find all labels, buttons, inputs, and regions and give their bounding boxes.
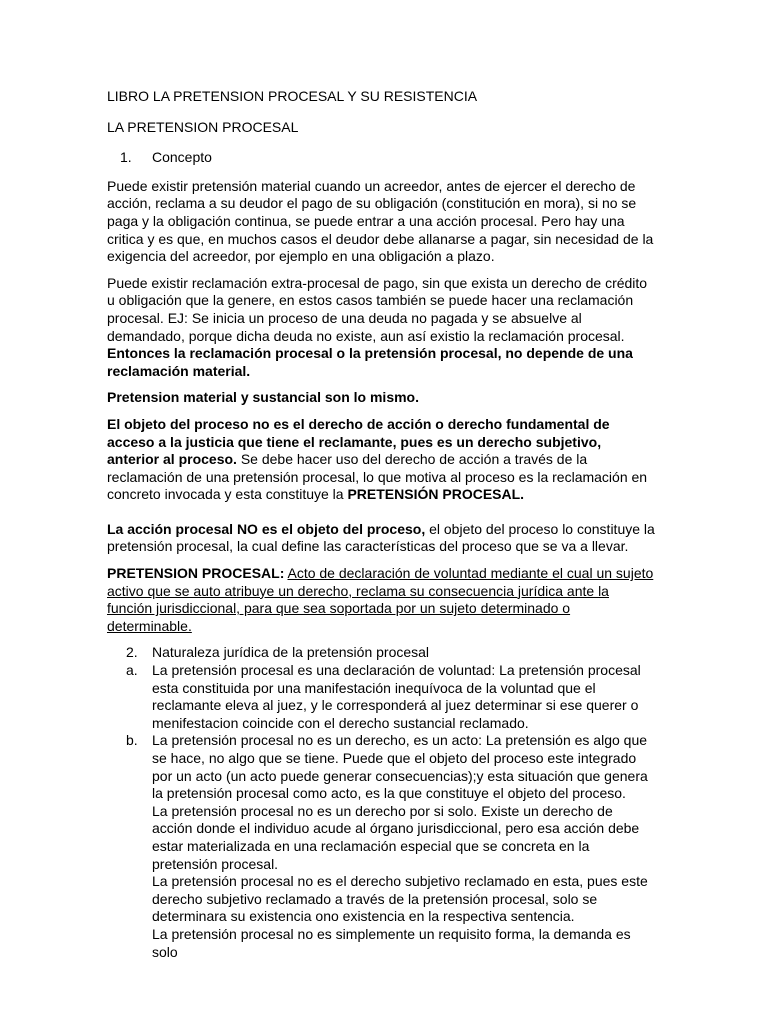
sub-item-b [107,732,655,802]
sub-item-b-continuation-3: La pretensión procesal no es simplemente un requisito forma, la demanda es solo [152,925,631,960]
paragraph-4-bold: El objeto del proceso no es el derecho de acción o derecho fundamental de acceso a la justicia que tiene el reclamante, pues es un derecho subjetivo, anterior al proceso. [107,415,610,468]
paragraph-5-text: el objeto del proceso lo constituye la pretensión procesal, la cual define las características del proceso que se va a llevar. [107,520,655,555]
sub-item-text: La pretensión procesal no es un derecho, es un acto: La pretensión es algo que se hace, no algo que se tiene. Puede que el objeto del proceso este integrado por un acto (un acto puede generar consecuencias);y esta situación que genera la pretensión procesal como acto, es la que constituye el objeto del proceso. [152,732,648,802]
document-body [107,88,655,961]
sub-item-letter: a. [126,662,138,679]
paragraph-5 [107,521,655,556]
list-number: 2. [126,644,138,661]
definition-text: Acto de declaración de voluntad mediante el cual un sujeto activo que se auto atribuye un derecho, reclama su consecuencia jurídica ante la función jurisdiccional, para que sea soportada por un sujeto determinado o determinable. [107,565,654,634]
sub-item-b-continuation-1: La pretensión procesal no es un derecho por si solo. Existe un derecho de acción donde el individuo acude al órgano jurisdiccional, pero esa acción debe estar materializada en una reclamación especial que se concreta en la pretensión procesal. [152,802,640,872]
paragraph-2-bold: Entonces la reclamación procesal o la pretensión procesal, no depende de una reclamación material. [107,345,633,379]
numbered-item-concepto [107,149,655,167]
paragraph-4 [107,416,655,504]
paragraph-1: Puede existir pretensión material cuando un acreedor, antes de ejercer el derecho de acción, reclama a su deudor el pago de su obligación (constitución en mora), si no se paga y la obligación continua, se puede entrar a una acción procesal. Pero hay una critica y es que, en muchos casos el deudor debe allanarse a pagar, sin necesidad de la exigencia del acreedor, por ejemplo en una obligación a plazo. [107,177,654,265]
sub-item-b-continuation-2: La pretensión procesal no es el derecho subjetivo reclamado en esta, pues este derecho subjetivo reclamado a través de la pretensión procesal, solo se determinara su existencia ono existencia en la respectiva sentencia. [152,873,648,925]
paragraph-2-text: Puede existir reclamación extra-procesal de pago, sin que exista un derecho de crédito u obligación que la genere, en estos casos también se puede hacer una reclamación procesal. EJ: Se inicia un proceso de una deuda no pagada y se absuelve al demandado, porque dicha deuda no existe, aun así existio la reclamación procesal. [107,274,648,344]
paragraph-4-text: Se debe hacer uso del derecho de acción a través de la reclamación de una pretensión procesal, lo que motiva al proceso es la reclamación en concreto invocada y esta constituye la [107,451,648,503]
sub-item-text: La pretensión procesal es una declaración de voluntad: La pretensión procesal esta constituida por una manifestación inequívoca de la voluntad que el reclamante eleva al juez, y le corresponderá al juez determinar si ese querer o menifestacion coincide con el derecho sustancial reclamado. [152,662,641,731]
paragraph-5-bold: La acción procesal NO es el objeto del proceso, [107,520,426,537]
sub-list [107,662,655,961]
list-item-label: Naturaleza jurídica de la pretensión procesal [152,644,430,661]
sub-item-a [107,662,655,732]
list-item-label: Concepto [152,149,212,166]
list-number: 1. [120,149,132,166]
sub-item-letter: b. [126,732,138,749]
definition-paragraph [107,565,655,635]
spacer [107,513,655,521]
paragraph-3: Pretension material y sustancial son lo mismo. [107,389,419,406]
document-title: LIBRO LA PRETENSION PROCESAL Y SU RESISTENCIA [107,88,478,104]
section-title: LA PRETENSION PROCESAL [107,118,299,135]
paragraph-4-bold-end: PRETENSIÓN PROCESAL. [347,486,525,503]
paragraph-2 [107,275,655,381]
numbered-item-naturaleza [107,644,655,662]
definition-term: PRETENSION PROCESAL: [107,565,285,582]
